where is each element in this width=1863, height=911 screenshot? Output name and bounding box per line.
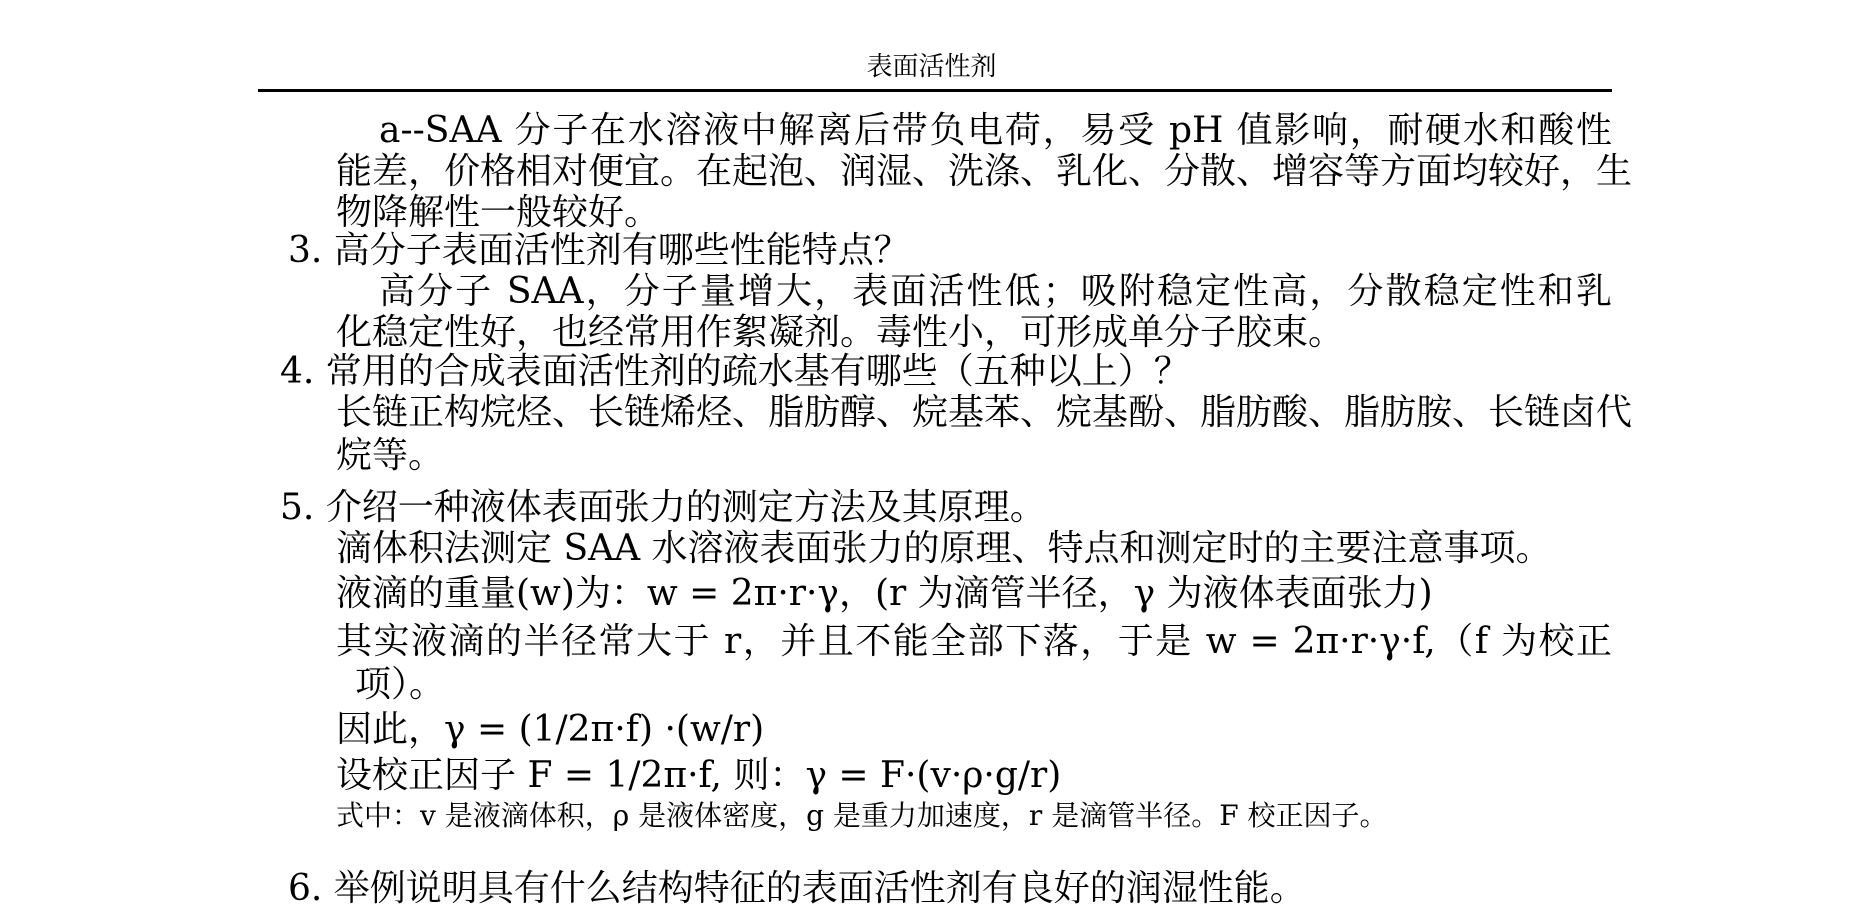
formula-line: 其实液滴的半径常大于 r，并且不能全部下落，于是 w = 2π·r·γ·f,（f 为校正 — [336, 621, 1612, 662]
formula-note: 式中：v 是液滴体积，ρ 是液体密度，g 是重力加速度，r 是滴管半径。F 校正因子。 — [336, 799, 1388, 832]
answer-line: 化稳定性好，也经常用作絮凝剂。毒性小，可形成单分子胶束。 — [336, 312, 1345, 353]
question-heading: 4. 常用的合成表面活性剂的疏水基有哪些（五种以上）？ — [280, 351, 1190, 392]
paragraph-line: 物降解性一般较好。 — [336, 192, 661, 233]
answer-line: 烷等。 — [336, 435, 445, 476]
header-rule — [258, 89, 1612, 92]
answer-line: 高分子 SAA，分子量增大，表面活性低；吸附稳定性高，分散稳定性和乳 — [379, 271, 1612, 312]
answer-line: 滴体积法测定 SAA 水溶液表面张力的原理、特点和测定时的主要注意事项。 — [336, 528, 1552, 569]
question-heading: 6. 举例说明具有什么结构特征的表面活性剂有良好的润湿性能。 — [288, 868, 1306, 909]
paragraph-line: a--SAA 分子在水溶液中解离后带负电荷，易受 pH 值影响，耐硬水和酸性 — [379, 110, 1612, 151]
formula-line: 设校正因子 F = 1/2π·f, 则：γ = F·(v·ρ·g/r) — [336, 755, 1062, 796]
question-heading: 5. 介绍一种液体表面张力的测定方法及其原理。 — [280, 487, 1046, 528]
formula-line: 液滴的重量(w)为：w = 2π·r·γ，(r 为滴管半径，γ 为液体表面张力) — [336, 573, 1433, 614]
answer-line: 长链正构烷烃、长链烯烃、脂肪醇、烷基苯、烷基酚、脂肪酸、脂肪胺、长链卤代 — [336, 392, 1633, 433]
paragraph-line: 能差，价格相对便宜。在起泡、润湿、洗涤、乳化、分散、增容等方面均较好，生 — [336, 151, 1633, 192]
question-heading: 3. 高分子表面活性剂有哪些性能特点？ — [288, 230, 910, 271]
running-header: 表面活性剂 — [866, 52, 997, 82]
formula-line: 项）。 — [355, 664, 446, 705]
formula-line: 因此，γ = (1/2π·f) ·(w/r) — [336, 709, 765, 750]
